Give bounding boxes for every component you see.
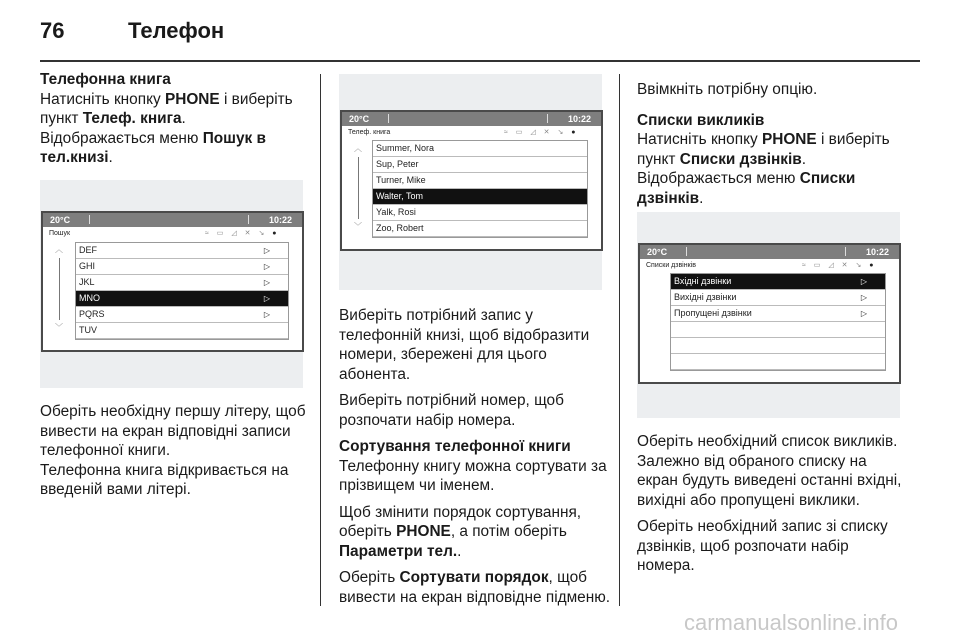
status-icons: ≈ ▭ ◿ ✕ ↘ ● [205,230,280,237]
clock: 10:22 [567,114,591,124]
list-item[interactable] [373,141,587,157]
chevron-right-icon: ▷ [860,309,867,318]
clock: 10:22 [865,247,889,257]
list-item[interactable] [671,338,885,354]
text-bold: Телеф. книга [82,110,182,127]
divider [547,114,548,123]
text: Щоб змінити порядок сортування, оберіть [339,503,582,540]
list-item-label: Вихідні дзвінки [674,292,737,302]
list-item-label: JKL [79,277,95,287]
divider [845,247,846,256]
chevron-right-icon: ▷ [263,310,270,319]
list-item[interactable] [671,306,885,322]
list-item[interactable] [76,291,288,307]
list-item-label: TUV [79,325,97,335]
paragraph: Виберіть потрібний запис у телефонній книзі, щоб відобразити номери, збережені для цього абонента. [339,307,590,383]
divider [686,247,687,256]
chevron-right-icon: ▷ [860,277,867,286]
list-item-label: DEF [79,245,97,255]
text-bold: Списки дзвінків [637,170,856,207]
text: і виберіть пункт [40,90,293,127]
chevron-right-icon: ▷ [263,246,270,255]
chevron-right-icon: ▷ [860,293,867,302]
list-item[interactable] [76,243,288,259]
text: і виберіть пункт [637,131,890,168]
chevron-right-icon: ▷ [263,278,270,287]
page-number: 76 [40,18,65,43]
divider [89,215,90,224]
column-divider [619,74,620,606]
text: , а потім оберіть [450,523,567,540]
screen-title: Пошук [49,230,71,237]
status-bar [342,112,601,126]
list-item-label: Zoo, Robert [376,223,424,233]
chevron-right-icon: ▷ [263,262,270,271]
text: Відображається меню [637,170,800,187]
status-bar [640,245,899,259]
paragraph: Телефонна книга відкривається на введеній вами літері. [40,461,289,498]
list-item-label: PQRS [79,309,105,319]
list-item-label: Sup, Peter [376,159,419,169]
header-rule [40,60,920,62]
list-item[interactable] [373,205,587,221]
screen-title: Телеф. книга [348,129,391,136]
scroll-up-icon[interactable]: ︿ [55,245,63,254]
paragraph: Оберіть необхідний список викликів. Залежно від обраного списку на екран будуть виведені останні вхідні, вихідні або пропущені виклики. [637,433,902,509]
list-item-label: Yalk, Rosi [376,207,416,217]
paragraph: Оберіть необхідний запис зі списку дзвінків, щоб розпочати набір номера. [637,518,888,574]
text-bold: Списки дзвінків [679,150,802,168]
column-3-lower [637,432,909,583]
column-divider [320,74,321,606]
chevron-right-icon: ▷ [263,294,270,303]
text: Телефонну книгу можна сортувати за прізвищем чи іменем. [339,457,607,494]
text-bold: Параметри тел. [339,542,458,560]
call-list-menu [670,273,886,371]
list-item-label: Вхідні дзвінки [674,276,732,286]
list-item[interactable] [671,354,885,370]
list-item[interactable] [373,157,587,173]
list-item[interactable] [373,189,587,205]
text: . [801,150,806,168]
list-item[interactable] [373,221,587,237]
screenshot-search [40,180,303,388]
list-item-label: MNO [79,293,100,303]
text: , щоб вивести на екран відповідне підменю. [339,569,611,606]
text: Оберіть [339,569,400,586]
section-heading: Списки викликів [637,111,765,129]
text: . [457,542,462,560]
list-item[interactable] [76,323,288,339]
paragraph: Ввімкніть потрібну опцію. [637,81,818,98]
scroll-track [59,258,60,320]
scroll-down-icon[interactable]: ﹀ [354,222,362,231]
screenshot-phonebook [339,74,602,290]
text-bold: PHONE [396,523,451,540]
status-icons: ≈ ▭ ◿ ✕ ↘ ● [802,262,877,269]
display-screen [638,243,901,384]
divider [248,215,249,224]
list-item-label: Пропущені дзвінки [674,308,752,318]
text: . [108,149,113,166]
text-bold: Сортувати порядок [399,569,549,586]
text-bold: Пошук в тел.книзі [40,129,266,166]
section-title: Телефон [128,18,225,43]
paragraph: Оберіть необхідну першу літеру, щоб вивести на екран відповідні записи телефонної книги. [40,403,306,459]
paragraph: Виберіть потрібний номер, щоб розпочати набір номера. [339,392,564,429]
status-bar [43,213,302,227]
text: . [699,189,704,207]
scroll-track [358,157,359,219]
list-item-label: Turner, Mike [376,175,426,185]
list-item[interactable] [671,322,885,338]
list-item[interactable] [671,274,885,290]
temperature: 20°C [349,114,370,124]
display-screen [41,211,304,352]
temperature: 20°C [647,247,668,257]
column-3 [637,80,909,215]
list-item[interactable] [373,173,587,189]
text-bold: PHONE [164,90,220,108]
scrollbar[interactable] [354,143,364,233]
contact-list [372,140,588,238]
list-item-label: Summer, Nora [376,143,435,153]
text-bold: PHONE [761,131,817,148]
scrollbar[interactable] [55,244,65,334]
text: Відображається меню [40,129,203,147]
screen-title: Списки дзвінків [646,262,696,269]
clock: 10:22 [268,215,292,225]
list-item[interactable] [76,275,288,291]
display-screen [340,110,603,251]
search-list [75,242,289,340]
screenshot-call-lists [637,212,900,418]
text: Натисніть кнопку [40,90,165,108]
list-item-label: Walter, Tom [376,191,424,201]
list-item[interactable] [76,307,288,323]
section-heading: Телефонна книга [40,71,171,88]
scroll-up-icon[interactable]: ︿ [354,144,362,153]
list-item[interactable] [671,290,885,306]
column-2 [339,306,611,614]
divider [388,114,389,123]
status-icons: ≈ ▭ ◿ ✕ ↘ ● [504,129,579,136]
list-item[interactable] [76,259,288,275]
text: . [181,110,186,127]
list-item-label: GHI [79,261,96,271]
section-heading: Сортування телефонної книги [339,438,571,455]
column-1 [40,70,312,175]
watermark: carmanualsonline.info [684,610,899,635]
scroll-down-icon[interactable]: ﹀ [55,323,63,332]
text: Натисніть кнопку [637,131,762,148]
column-1-lower [40,402,312,507]
page-header [40,18,225,44]
temperature: 20°C [50,215,71,225]
